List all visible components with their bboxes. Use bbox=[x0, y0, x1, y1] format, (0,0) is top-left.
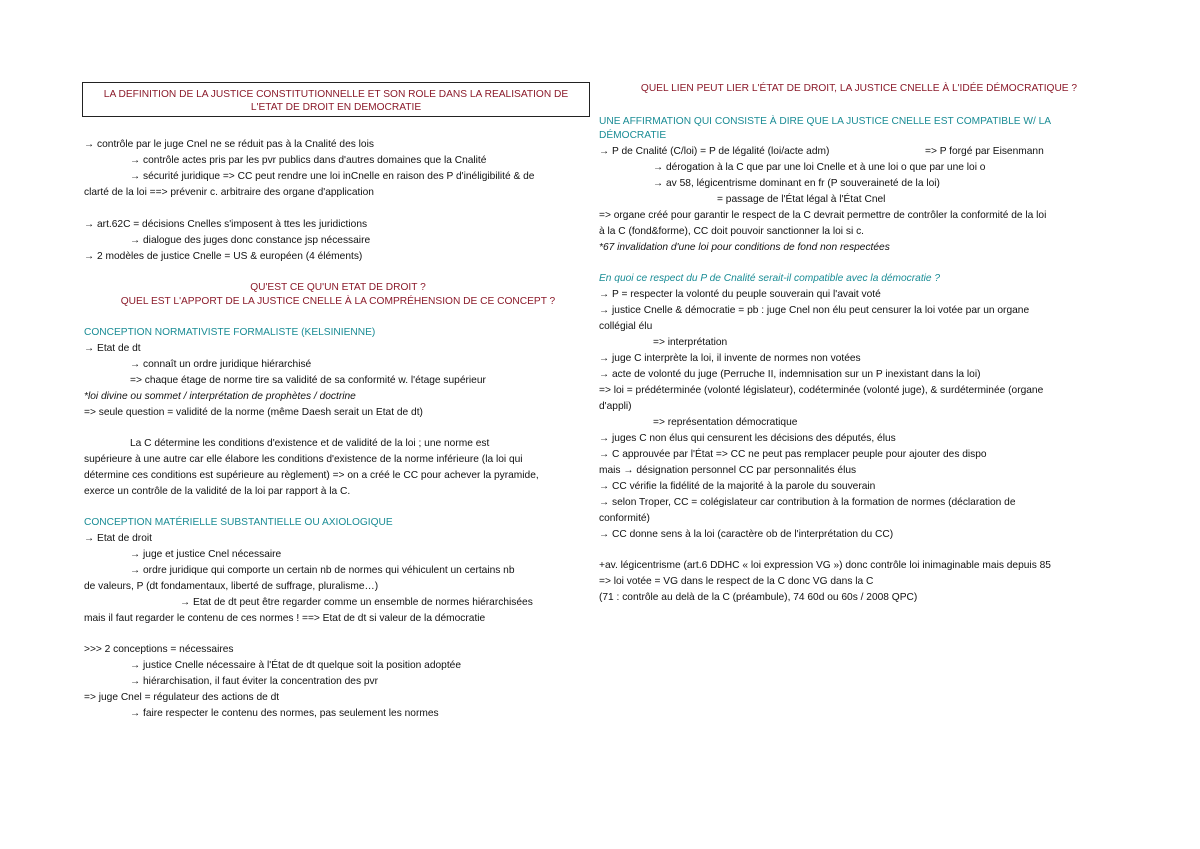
q2-line-14: → selon Troper, CC = colégislateur car contribution à la formation de normes (déclaration de bbox=[599, 497, 1016, 508]
etat-droit-heading: QU'EST CE QU'UN ETAT DE DROIT ? bbox=[250, 282, 426, 293]
c1-para-4: exerce un contrôle de la validité de la loi par rapport à la C. bbox=[84, 486, 351, 497]
c3-line-5: → faire respecter le contenu des normes, pas seulement les normes bbox=[130, 708, 439, 719]
q2-line-12: mais → désignation personnel CC par personnalités élus bbox=[599, 465, 857, 476]
dialogue-line: → dialogue des juges donc constance jsp nécessaire bbox=[130, 235, 371, 246]
c2-line-6: mais il faut regarder le contenu de ces normes ! ==> Etat de dt si valeur de la démocratie bbox=[84, 613, 486, 624]
r-line-1b: => P forgé par Eisenmann bbox=[925, 146, 1044, 157]
c3-line-2: → justice Cnelle nécessaire à l'État de dt quelque soit la position adoptée bbox=[130, 660, 461, 671]
c2-line-3: → ordre juridique qui comporte un certain nb de normes qui véhiculent un certains nb bbox=[130, 565, 515, 576]
c3-line-4: => juge Cnel = régulateur des actions de dt bbox=[84, 692, 280, 703]
r-line-4: = passage de l'État légal à l'État Cnel bbox=[717, 194, 886, 205]
c1-para-3: détermine ces conditions est supérieure au règlement) => on a créé le CC pour achever la pyramide, bbox=[84, 470, 539, 481]
question-2: En quoi ce respect du P de Cnalité serait-il compatible avec la démocratie ? bbox=[599, 273, 941, 284]
intro-line-4: clarté de la loi ==> prévenir c. arbitraire des organe d'application bbox=[84, 187, 374, 198]
lien-heading: QUEL LIEN PEUT LIER L'ÉTAT DE DROIT, LA JUSTICE CNELLE À L'IDÉE DÉMOCRATIQUE ? bbox=[640, 83, 1078, 94]
c1-line-1: → Etat de dt bbox=[84, 343, 141, 354]
final-line-2: => loi votée = VG dans le respect de la C donc VG dans la C bbox=[599, 576, 874, 587]
c1-para-1: La C détermine les conditions d'existence et de validité de la loi ; une norme est bbox=[130, 438, 490, 449]
r-line-1: → P de Cnalité (C/loi) = P de légalité (loi/acte adm) bbox=[599, 146, 830, 157]
q2-line-5: → juge C interprète la loi, il invente de normes non votées bbox=[599, 353, 861, 364]
r-line-5: => organe créé pour garantir le respect de la C devrait permettre de contrôler la conformité de la loi bbox=[599, 210, 1047, 221]
conception-materielle-title: CONCEPTION MATÉRIELLE SUBSTANTIELLE OU AXIOLOGIQUE bbox=[84, 517, 393, 528]
c1-para-2: supérieure à une autre car elle élabore les conditions d'existence de la norme inférieure (la loi qui bbox=[84, 454, 523, 465]
q2-line-9: => représentation démocratique bbox=[653, 417, 798, 428]
q2-line-3: collégial élu bbox=[599, 321, 653, 332]
q2-line-11: → C approuvée par l'État => CC ne peut pas remplacer peuple pour ajouter des dispo bbox=[599, 449, 987, 460]
c1-line-2: → connaît un ordre juridique hiérarchisé bbox=[130, 359, 312, 370]
final-line-3: (71 : contrôle au delà de la C (préambule), 74 60d ou 60s / 2008 QPC) bbox=[599, 592, 918, 603]
r-line-6: à la C (fond&forme), CC doit pouvoir sanctionner la loi si c. bbox=[599, 226, 864, 237]
affirmation-heading-2: DÉMOCRATIE bbox=[599, 130, 667, 141]
intro-line-2: → contrôle actes pris par les pvr publics dans d'autres domaines que la Cnalité bbox=[130, 155, 487, 166]
c1-line-4: *loi divine ou sommet / interprétation de prophètes / doctrine bbox=[84, 391, 356, 402]
title-box bbox=[82, 82, 590, 117]
intro-line-3: → sécurité juridique => CC peut rendre une loi inCnelle en raison des P d'inéligibilité & de bbox=[130, 171, 535, 182]
q2-line-4: => interprétation bbox=[653, 337, 728, 348]
conception-normativiste-title: CONCEPTION NORMATIVISTE FORMALISTE (KELSINIENNE) bbox=[84, 327, 376, 338]
final-line-1: +av. légicentrisme (art.6 DDHC « loi expression VG ») donc contrôle loi inimaginable mais depuis 85 bbox=[599, 560, 1051, 571]
apport-heading: QUEL EST L'APPORT DE LA JUSTICE CNELLE À LA COMPRÉHENSION DE CE CONCEPT ? bbox=[120, 296, 556, 307]
q2-line-1: → P = respecter la volonté du peuple souverain qui l'avait voté bbox=[599, 289, 881, 300]
r-line-2: → dérogation à la C que par une loi Cnelle et à une loi o que par une loi o bbox=[653, 162, 986, 173]
q2-line-13: → CC vérifie la fidélité de la majorité à la parole du souverain bbox=[599, 481, 876, 492]
c2-line-1: → Etat de droit bbox=[84, 533, 152, 544]
intro-line-1: → contrôle par le juge Cnel ne se réduit pas à la Cnalité des lois bbox=[84, 139, 374, 150]
c2-line-5: → Etat de dt peut être regarder comme un ensemble de normes hiérarchisées bbox=[180, 597, 533, 608]
q2-line-15: conformité) bbox=[599, 513, 650, 524]
q2-line-16: → CC donne sens à la loi (caractère ob de l'interprétation du CC) bbox=[599, 529, 894, 540]
q2-line-2: → justice Cnelle & démocratie = pb : juge Cnel non élu peut censurer la loi votée par un organe bbox=[599, 305, 1030, 316]
c1-line-5: => seule question = validité de la norme (même Daesh serait un Etat de dt) bbox=[84, 407, 423, 418]
box-title-line-1: LA DEFINITION DE LA JUSTICE CONSTITUTIONNELLE ET SON ROLE DANS LA REALISATION DE bbox=[103, 89, 569, 100]
c3-line-3: → hiérarchisation, il faut éviter la concentration des pvr bbox=[130, 676, 379, 687]
c3-line-1: >>> 2 conceptions = nécessaires bbox=[84, 644, 234, 655]
box-title-line-2: L'ETAT DE DROIT EN DEMOCRATIE bbox=[250, 102, 422, 113]
q2-line-6: → acte de volonté du juge (Perruche II, indemnisation sur un P inexistant dans la loi) bbox=[599, 369, 981, 380]
c1-line-3: => chaque étage de norme tire sa validité de sa conformité w. l'étage supérieur bbox=[130, 375, 486, 386]
q2-line-10: → juges C non élus qui censurent les décisions des députés, élus bbox=[599, 433, 896, 444]
q2-line-8: d'appli) bbox=[599, 401, 632, 412]
c2-line-2: → juge et justice Cnel nécessaire bbox=[130, 549, 282, 560]
art62-line: → art.62C = décisions Cnelles s'imposent à ttes les juridictions bbox=[84, 219, 368, 230]
models-line: → 2 modèles de justice Cnelle = US & européen (4 éléments) bbox=[84, 251, 363, 262]
c2-line-4: de valeurs, P (dt fondamentaux, liberté de suffrage, pluralisme…) bbox=[84, 581, 379, 592]
r-line-7: *67 invalidation d'une loi pour conditions de fond non respectées bbox=[599, 242, 890, 253]
r-line-3: → av 58, légicentrisme dominant en fr (P souveraineté de la loi) bbox=[653, 178, 940, 189]
q2-line-7: => loi = prédéterminée (volonté législateur), codéterminée (volonté juge), & surdéterminée (organe bbox=[599, 385, 1044, 396]
affirmation-heading-1: UNE AFFIRMATION QUI CONSISTE À DIRE QUE LA JUSTICE CNELLE EST COMPATIBLE W/ LA bbox=[599, 116, 1052, 127]
